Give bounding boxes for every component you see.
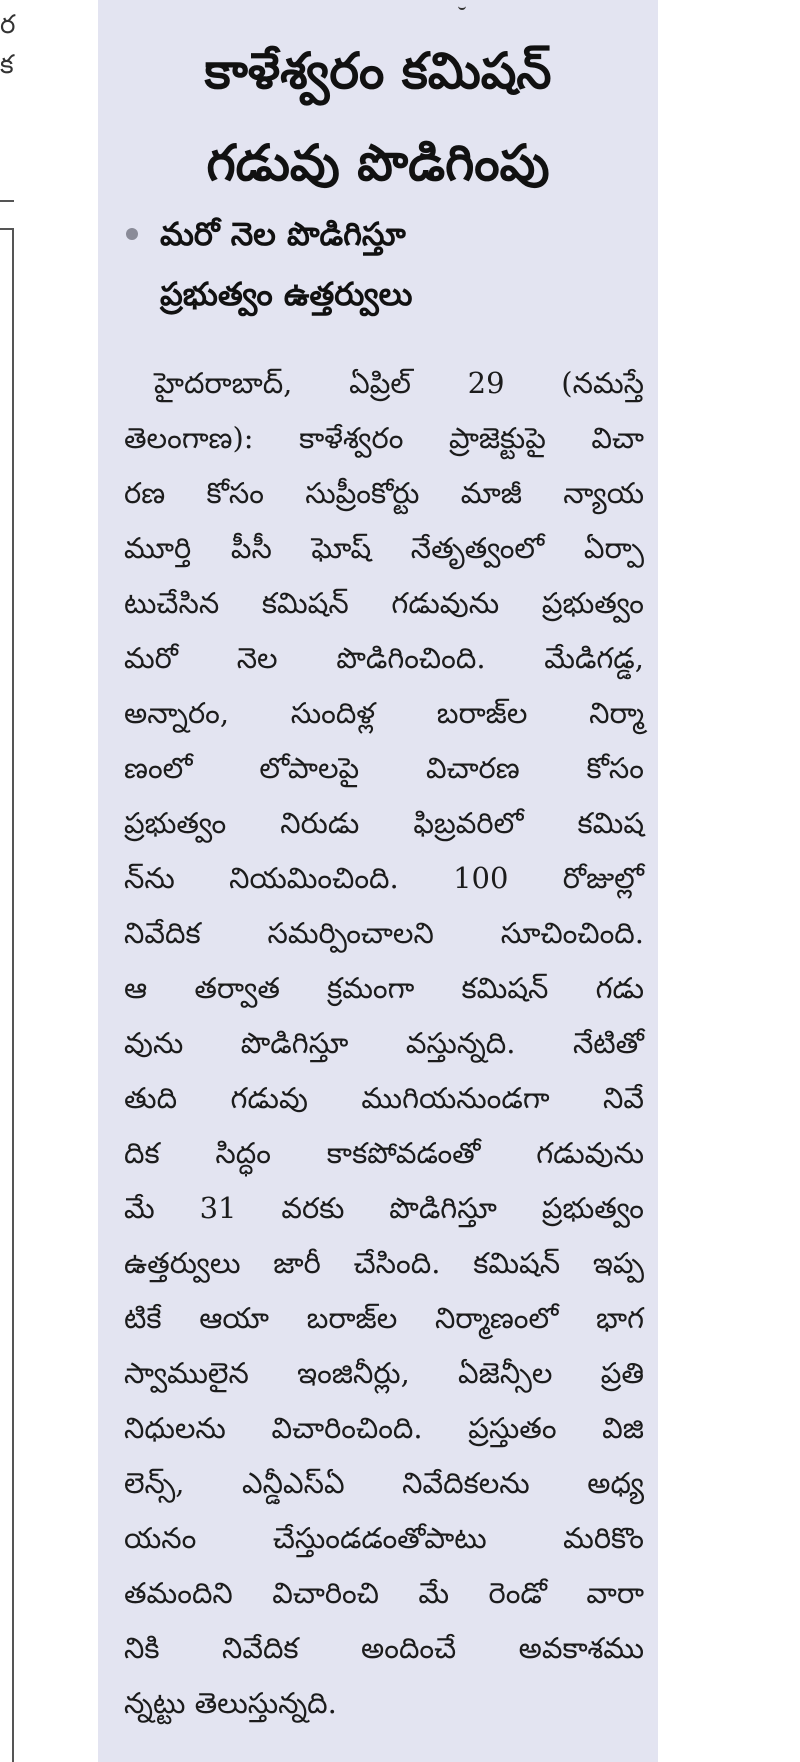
subhead-line-2: ప్రభుత్వం ఉత్తర్వులు bbox=[160, 275, 413, 313]
body-text-line: ప్రభుత్వం నిరుడు ఫిబ్రవరిలో కమిష bbox=[124, 806, 644, 840]
column-divider bbox=[0, 200, 14, 202]
body-text-line: తమందిని విచారించి మే రెండో వారా bbox=[124, 1576, 644, 1610]
body-text-line: తెలంగాణ): కాళేశ్వరం ప్రాజెక్టుపై విచా bbox=[124, 421, 644, 455]
body-text-line: న్నట్టు తెలుస్తున్నది. bbox=[124, 1686, 337, 1720]
body-text-line: నిధులను విచారించింది. ప్రస్తుతం విజి bbox=[124, 1411, 644, 1445]
body-text-line: ఆ తర్వాత క్రమంగా కమిషన్ గడు bbox=[124, 971, 644, 1005]
bullet-icon bbox=[126, 228, 138, 240]
body-text-line: నికి నివేదిక అందించే అవకాశము bbox=[124, 1631, 644, 1665]
body-text-line: యనం చేస్తుండడంతోపాటు మరికొం bbox=[124, 1521, 644, 1555]
body-text-line: ఉత్తర్వులు జారీ చేసింది. కమిషన్ ఇప్ప bbox=[124, 1246, 644, 1280]
body-text-line: హైదరాబాద్, ఏప్రిల్ 29 (నమస్తే bbox=[154, 366, 644, 400]
article-body bbox=[124, 356, 644, 1731]
subhead-line-1: మరో నెల పొడిగిస్తూ bbox=[160, 215, 406, 253]
body-text-line: తుది గడువు ముగియనుండగా నివే bbox=[124, 1081, 644, 1115]
column-divider bbox=[12, 228, 14, 1762]
body-text-line: ణంలో లోపాలపై విచారణ కోసం bbox=[124, 751, 644, 785]
right-margin bbox=[658, 0, 800, 1762]
body-text-line: మరో నెల పొడిగించింది. మేడిగడ్డ, bbox=[124, 641, 644, 675]
body-text-line: నివేదిక సమర్పించాలని సూచించింది. bbox=[124, 916, 644, 950]
body-text-line: వును పొడిగిస్తూ వస్తున్నది. నేటితో bbox=[124, 1026, 644, 1060]
body-text-line: టుచేసిన కమిషన్ గడువును ప్రభుత్వం bbox=[124, 586, 644, 620]
body-text-line: మూర్తి పీసీ ఘోష్ నేతృత్వంలో ఏర్పా bbox=[124, 531, 644, 565]
glyph-fragment bbox=[458, 0, 466, 10]
body-text-line: అన్నారం, సుందిళ్ల బరాజ్‌ల నిర్మా bbox=[124, 696, 644, 730]
body-text-line: స్వాములైన ఇంజినీర్లు, ఏజెన్సీల ప్రతి bbox=[124, 1356, 644, 1390]
left-column-fragment: ర bbox=[0, 10, 16, 40]
body-text-line: టికే ఆయా బరాజ్‌ల నిర్మాణంలో భాగ bbox=[124, 1301, 644, 1335]
body-text-line: దిక సిద్ధం కాకపోవడంతో గడువును bbox=[124, 1136, 644, 1170]
headline-line-2: గడువు పొడిగింపు bbox=[206, 134, 550, 192]
left-column-fragment: క bbox=[0, 50, 14, 80]
body-text-line: మే 31 వరకు పొడిగిస్తూ ప్రభుత్వం bbox=[124, 1191, 644, 1225]
body-text-line: న్‌ను నియమించింది. 100 రోజుల్లో bbox=[124, 861, 644, 895]
headline-line-1: కాళేశ్వరం కమిషన్ bbox=[204, 42, 552, 100]
left-column-margin bbox=[0, 0, 92, 1762]
subhead bbox=[126, 215, 406, 253]
body-text-line: లెన్స్, ఎన్డీఎస్ఏ నివేదికలను అధ్య bbox=[124, 1466, 644, 1500]
body-text-line: రణ కోసం సుప్రీంకోర్టు మాజీ న్యాయ bbox=[124, 476, 644, 510]
